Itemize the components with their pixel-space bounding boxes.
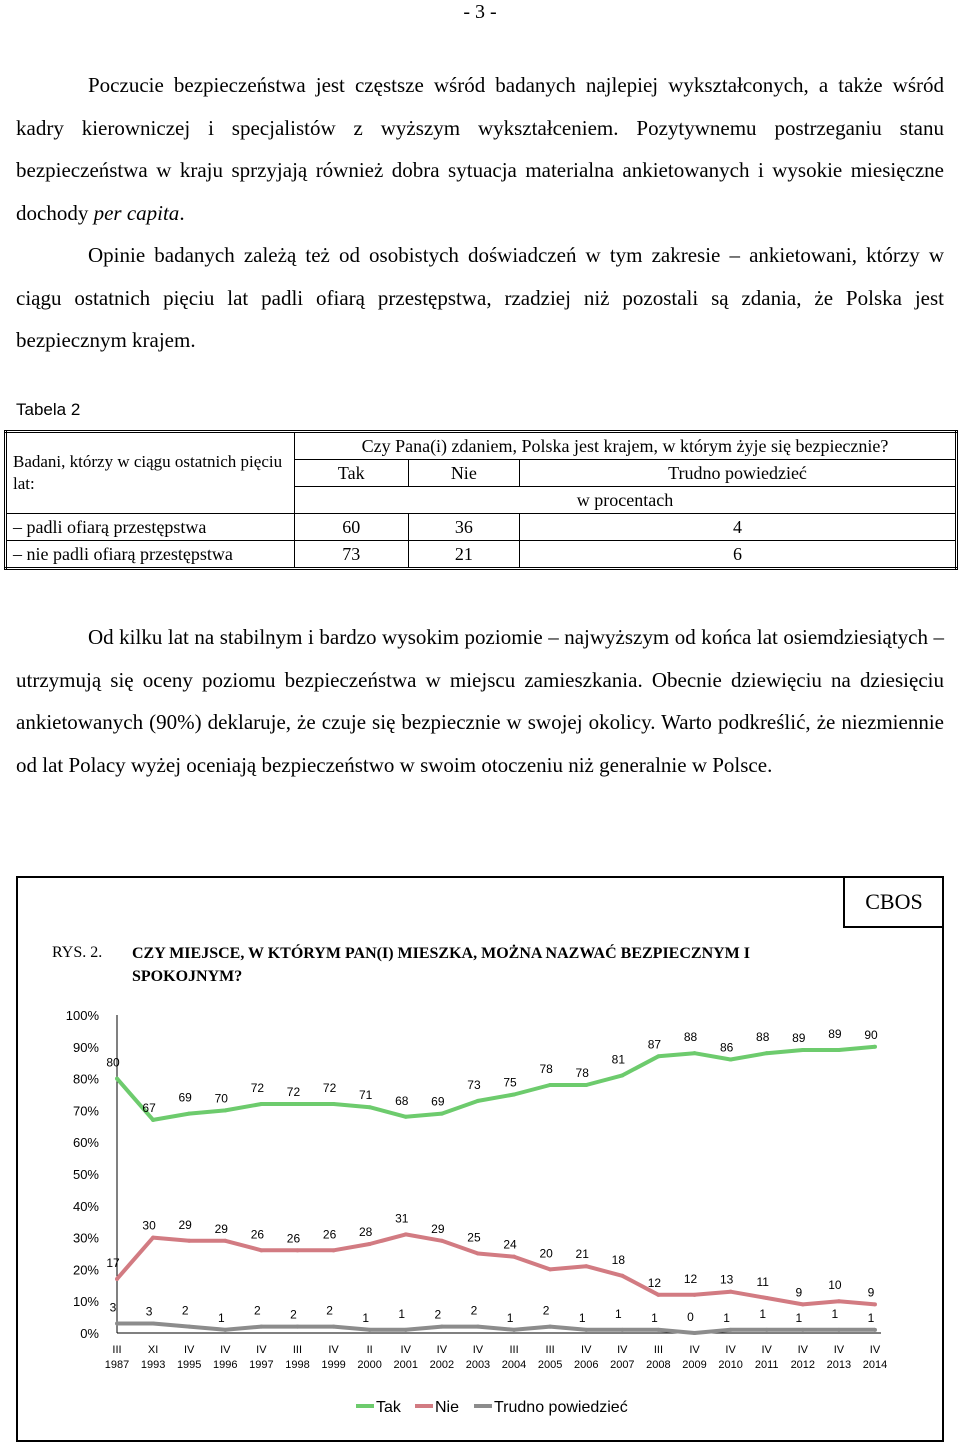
data-point (512, 1093, 516, 1097)
x-tick-year: 2003 (465, 1359, 491, 1371)
data-point (837, 1299, 841, 1303)
x-tick-year: 2001 (393, 1359, 419, 1371)
data-point (187, 1112, 191, 1116)
data-point (512, 1328, 516, 1332)
series-line-2 (117, 1324, 875, 1334)
data-label: 1 (723, 1310, 730, 1325)
data-point (440, 1325, 444, 1329)
data-point (512, 1255, 516, 1259)
data-label: 86 (719, 1040, 734, 1055)
x-tick-year: 1998 (285, 1359, 310, 1371)
data-label: 90 (864, 1027, 878, 1042)
x-tick-month: IV (472, 1344, 484, 1356)
table-cell: 21 (408, 541, 519, 569)
data-label: 25 (467, 1230, 481, 1245)
y-tick-label: 80% (72, 1071, 99, 1087)
data-point (295, 1325, 299, 1329)
data-label: 2 (326, 1303, 333, 1318)
data-label: 29 (178, 1217, 192, 1232)
x-tick-month: IV (256, 1344, 267, 1356)
data-label: 1 (867, 1310, 875, 1325)
data-label: 72 (322, 1081, 337, 1096)
x-tick-month: IV (689, 1344, 700, 1356)
page-number: - 3 - (463, 1, 497, 23)
legend-label: Tak (376, 1399, 401, 1416)
data-point (223, 1108, 227, 1112)
data-label: 72 (286, 1085, 301, 1100)
data-point (837, 1328, 841, 1332)
data-label: 0 (687, 1310, 694, 1324)
y-tick-label: 50% (72, 1167, 99, 1182)
data-point (729, 1058, 733, 1062)
data-point (404, 1232, 408, 1236)
y-tick-label: 90% (72, 1039, 99, 1055)
data-label: 21 (575, 1247, 589, 1262)
data-label: 18 (611, 1252, 626, 1267)
data-point (151, 1118, 155, 1122)
x-tick-year: 2005 (537, 1359, 563, 1371)
data-point (187, 1325, 191, 1329)
x-tick-month: IV (617, 1344, 628, 1356)
data-label: 78 (575, 1065, 589, 1080)
data-label: 2 (254, 1303, 261, 1318)
data-label: 68 (395, 1093, 409, 1108)
data-point (584, 1264, 588, 1268)
data-point (476, 1325, 480, 1329)
data-label: 12 (683, 1271, 698, 1286)
x-tick-year: 1999 (321, 1359, 346, 1371)
data-label: 1 (362, 1310, 370, 1325)
data-label: 9 (795, 1285, 803, 1300)
x-tick-month: IV (833, 1344, 845, 1356)
x-tick-year: 1987 (104, 1359, 130, 1371)
data-label: 1 (217, 1310, 225, 1325)
table-cell: 4 (520, 514, 957, 541)
series-line-0 (117, 1047, 875, 1120)
data-point (801, 1328, 805, 1332)
data-label: 1 (614, 1306, 622, 1321)
x-tick-year: 1993 (140, 1359, 166, 1371)
data-point (656, 1054, 660, 1058)
table-question: Czy Pana(i) zdaniem, Polska jest krajem, w którym żyje się bezpiecznie? (295, 432, 957, 460)
paragraph-1-italic: per capita (93, 200, 180, 225)
data-point (801, 1302, 805, 1306)
data-point (656, 1328, 660, 1332)
data-point (259, 1248, 263, 1252)
data-label: 1 (506, 1310, 514, 1325)
data-point (151, 1236, 155, 1240)
data-point (620, 1274, 624, 1278)
x-tick-year: 2010 (718, 1359, 743, 1371)
data-point (765, 1328, 769, 1332)
x-tick-month: III (292, 1344, 303, 1356)
data-point (259, 1102, 263, 1106)
data-label: 29 (431, 1221, 445, 1236)
data-label: 78 (539, 1061, 553, 1076)
y-tick-label: 40% (72, 1198, 99, 1214)
data-point (620, 1328, 624, 1332)
data-label: 81 (611, 1052, 626, 1067)
data-label: 71 (358, 1088, 373, 1103)
data-label: 1 (578, 1310, 586, 1325)
x-tick-year: 2011 (754, 1359, 779, 1371)
data-label: 89 (792, 1030, 806, 1045)
data-point (548, 1325, 552, 1329)
data-point (873, 1328, 877, 1332)
data-label: 2 (290, 1307, 297, 1322)
data-point (476, 1099, 480, 1103)
table-col-nie: Nie (408, 460, 519, 487)
data-point (368, 1105, 372, 1109)
data-point (729, 1290, 733, 1294)
data-label: 17 (106, 1255, 120, 1270)
data-label: 1 (398, 1306, 406, 1321)
table-row-label: – nie padli ofiarą przestępstwa (6, 541, 295, 569)
x-tick-month: III (653, 1344, 664, 1356)
data-label: 73 (467, 1077, 481, 1092)
data-label: 2 (434, 1307, 442, 1322)
data-label: 11 (756, 1275, 769, 1290)
data-point (115, 1077, 119, 1081)
data-label: 1 (651, 1310, 658, 1325)
figure-title: CZY MIEJSCE, W KTÓRYM PAN(I) MIESZKA, MOŻNA NAZWAĆ BEZPIECZNYM I SPOKOJNYM? (132, 945, 751, 985)
data-point (223, 1328, 227, 1332)
x-tick-year: 2014 (862, 1359, 888, 1371)
paragraph-3-text: Od kilku lat na stabilnym i bardzo wysokim poziomie – najwyższym od końca lat osiemdziesiątych – utrzymują się oceny poziomu bezpieczeństwa w miejscu zamieszkania. Obecnie dziewięciu na dziesięciu ankietowanych (90%) deklaruje, że czuje się bezpiecznie w swojej okolicy. Warto podkreślić, że niezmiennie od lat Polacy wyżej oceniają bezpieczeństwo w swoim otoczeniu niż generalnie w Polsce. (16, 625, 944, 777)
data-label: 31 (395, 1211, 409, 1226)
x-tick-year: 2013 (826, 1359, 852, 1371)
data-label: 70 (214, 1091, 228, 1106)
data-label: 75 (503, 1075, 517, 1090)
data-point (332, 1102, 336, 1106)
table-cell: 60 (295, 514, 409, 541)
data-point (693, 1293, 697, 1297)
x-tick-year: 2012 (790, 1359, 816, 1371)
data-label: 88 (683, 1030, 698, 1045)
data-point (404, 1115, 408, 1119)
table-col-trudno: Trudno powiedzieć (520, 460, 957, 487)
data-point (295, 1102, 299, 1106)
figure-label: RYS. 2. (52, 944, 103, 961)
x-tick-year: 2004 (501, 1359, 527, 1371)
data-point (729, 1328, 733, 1332)
y-tick-label: 0% (80, 1326, 99, 1341)
y-tick-label: 100% (65, 1008, 99, 1023)
data-point (440, 1112, 444, 1116)
x-tick-year: 2000 (357, 1359, 382, 1371)
data-label: 1 (831, 1306, 839, 1321)
data-label: 72 (250, 1081, 265, 1096)
table-caption: Tabela 2 (16, 400, 81, 419)
data-point (548, 1267, 552, 1271)
table-cell: 73 (295, 541, 409, 569)
data-point (476, 1252, 480, 1256)
data-label: 26 (250, 1227, 265, 1242)
data-point (332, 1248, 336, 1252)
data-label: 10 (828, 1278, 842, 1293)
y-tick-label: 60% (72, 1135, 99, 1151)
data-point (765, 1296, 769, 1300)
data-label: 28 (358, 1224, 373, 1239)
data-point (584, 1328, 588, 1332)
table-col-tak: Tak (295, 460, 409, 487)
data-point (837, 1048, 841, 1052)
data-point (548, 1083, 552, 1087)
x-tick-year: 1997 (249, 1359, 274, 1371)
y-tick-label: 70% (72, 1103, 99, 1119)
data-label: 87 (647, 1037, 662, 1052)
x-tick-month: IV (797, 1344, 809, 1356)
data-point (332, 1325, 336, 1329)
data-point (656, 1293, 660, 1297)
x-tick-month: II (366, 1344, 373, 1356)
data-label: 2 (542, 1303, 550, 1318)
data-label: 2 (470, 1303, 478, 1318)
x-tick-month: IV (869, 1344, 881, 1356)
x-tick-month: XI (147, 1344, 159, 1356)
series-line-1 (117, 1234, 875, 1304)
x-tick-month: IV (581, 1344, 592, 1356)
data-point (873, 1302, 877, 1306)
data-point (223, 1239, 227, 1243)
data-label: 20 (539, 1246, 553, 1261)
data-label: 80 (106, 1055, 120, 1070)
table-cell: 6 (520, 541, 957, 569)
data-point (115, 1321, 119, 1325)
x-tick-year: 1996 (213, 1359, 238, 1371)
table-row-label: – padli ofiarą przestępstwa (6, 514, 295, 541)
x-tick-month: IV (183, 1344, 195, 1356)
paragraph-1-end: . (179, 200, 185, 225)
data-point (440, 1239, 444, 1243)
data-label: 1 (759, 1306, 767, 1321)
data-point (151, 1321, 155, 1325)
y-tick-label: 10% (72, 1294, 99, 1310)
table-cell: 36 (408, 514, 519, 541)
data-point (765, 1051, 769, 1055)
data-point (693, 1331, 697, 1335)
x-tick-month: IV (436, 1344, 448, 1356)
legend-label: Trudno powiedzieć (494, 1399, 628, 1416)
data-label: 26 (322, 1227, 337, 1242)
data-label: 30 (142, 1218, 156, 1233)
source-label: CBOS (843, 876, 943, 928)
data-point (801, 1048, 805, 1052)
data-point (404, 1328, 408, 1332)
x-tick-year: 2009 (682, 1359, 707, 1371)
x-tick-year: 2002 (429, 1359, 455, 1371)
data-label: 1 (795, 1310, 803, 1325)
data-label: 88 (756, 1030, 770, 1045)
y-tick-label: 30% (72, 1230, 99, 1246)
data-point (295, 1248, 299, 1252)
data-point (873, 1045, 877, 1049)
data-label: 29 (214, 1221, 228, 1236)
x-tick-year: 2008 (646, 1359, 671, 1371)
data-point (187, 1239, 191, 1243)
x-tick-month: IV (328, 1344, 339, 1356)
x-tick-year: 2006 (573, 1359, 599, 1371)
data-point (115, 1277, 119, 1281)
data-label: 12 (647, 1275, 662, 1290)
data-label: 3 (109, 1300, 117, 1315)
data-point (368, 1328, 372, 1332)
x-tick-month: IV (220, 1344, 231, 1356)
paragraph-2-text: Opinie badanych zależą też od osobistych doświadczeń w tym zakresie – ankietowani, którzy w ciągu ostatnich pięciu lat padli ofiarą przestępstwa, rzadziej niż pozostali są zdania, że Polska jest bezpiecznym krajem. (16, 243, 944, 352)
data-label: 2 (181, 1303, 189, 1318)
data-point (368, 1242, 372, 1246)
legend-label: Nie (435, 1399, 460, 1416)
data-label: 9 (867, 1285, 875, 1300)
data-label: 3 (145, 1304, 153, 1319)
data-point (259, 1325, 263, 1329)
data-point (620, 1073, 624, 1077)
data-point (693, 1051, 697, 1055)
x-tick-year: 2007 (610, 1359, 635, 1371)
x-tick-month: III (545, 1344, 555, 1356)
x-tick-month: III (112, 1344, 122, 1356)
x-tick-month: III (509, 1344, 519, 1356)
table-unit: w procentach (295, 487, 957, 514)
data-label: 69 (178, 1090, 192, 1105)
data-label: 69 (431, 1094, 445, 1109)
data-label: 89 (828, 1026, 842, 1041)
x-tick-year: 1995 (176, 1359, 202, 1371)
data-label: 26 (286, 1231, 301, 1246)
paragraph-1-text: Poczucie bezpieczeństwa jest częstsze wśród badanych najlepiej wykształconych, a także wśród kadry kierowniczej i specjalistów z wyższym wykształceniem. Pozytywnemu postrzeganiu stanu bezpieczeństwa w kraju sprzyjają również dobra sytuacja materialna ankietowanych i wysokie miesięczne dochody (16, 73, 944, 225)
data-point (584, 1083, 588, 1087)
data-label: 13 (719, 1272, 734, 1287)
y-tick-label: 20% (72, 1262, 99, 1278)
x-tick-month: IV (400, 1344, 411, 1356)
x-tick-month: IV (761, 1344, 772, 1356)
data-label: 67 (142, 1100, 156, 1115)
table-row-header-label: Badani, którzy w ciągu ostatnich pięciu lat: (6, 432, 295, 514)
x-tick-month: IV (725, 1344, 736, 1356)
data-label: 24 (503, 1237, 517, 1252)
